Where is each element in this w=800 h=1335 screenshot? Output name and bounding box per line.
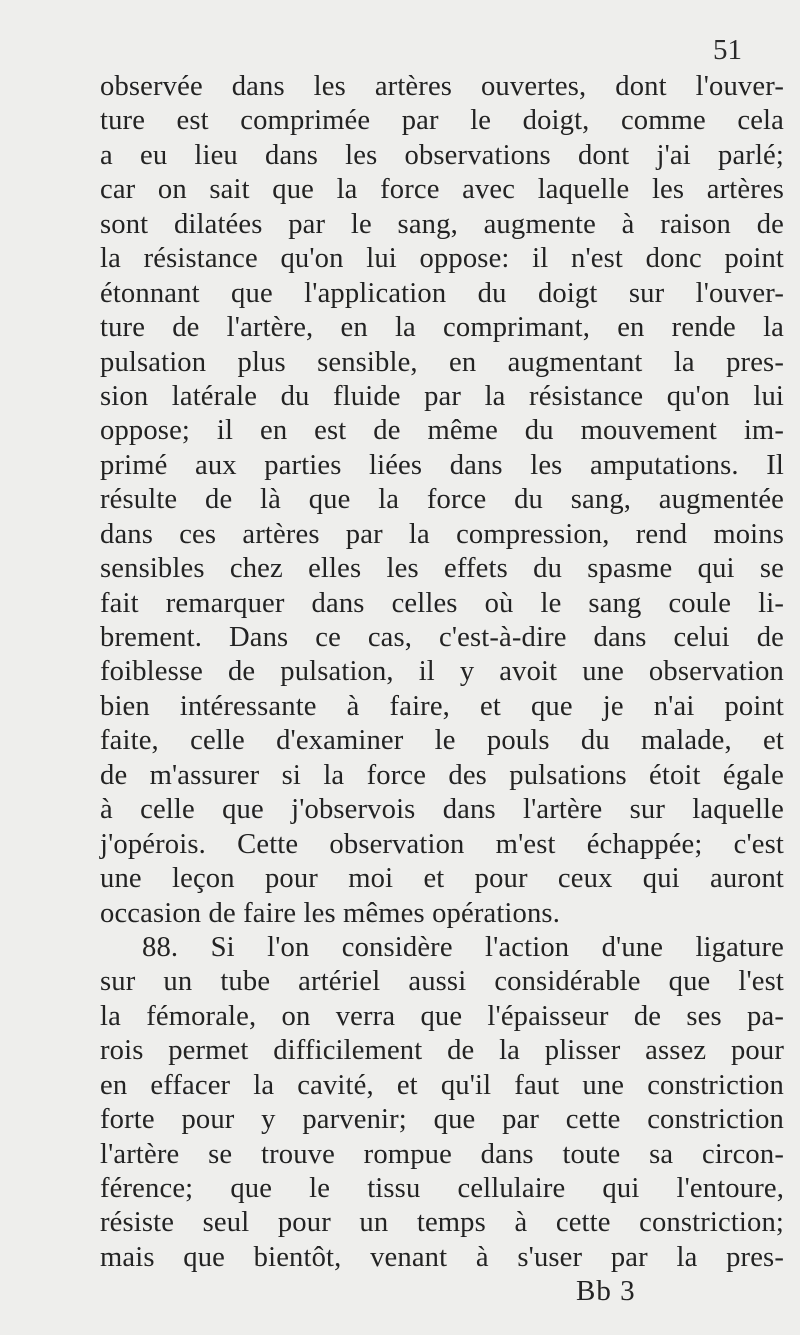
signature-mark: Bb 3 — [576, 1275, 636, 1307]
text-line: la fémorale, on verra que l'épaisseur de ses pa- — [100, 1000, 784, 1032]
text-line: fait remarquer dans celles où le sang coule li- — [100, 587, 784, 619]
text-line: sensibles chez elles les effets du spasme qui se — [100, 553, 784, 585]
text-line: de m'assurer si la force des pulsations étoit égale — [100, 759, 784, 791]
text-line: l'artère se trouve rompue dans toute sa circon- — [100, 1138, 784, 1170]
text-line: ture de l'artère, en la comprimant, en rende la — [100, 312, 784, 344]
paragraph-last-line: occasion de faire les mêmes opérations. — [100, 897, 560, 929]
text-line: primé aux parties liées dans les amputations. Il — [100, 449, 784, 481]
text-line: sion latérale du fluide par la résistance qu'on lui — [100, 380, 784, 412]
text-line: à celle que j'observois dans l'artère sur laquelle — [100, 794, 784, 826]
text-line: pulsation plus sensible, en augmentant la pres- — [100, 346, 784, 378]
text-line: sur un tube artériel aussi considérable que l'est — [100, 966, 784, 998]
text-line: résiste seul pour un temps à cette constriction; — [100, 1207, 784, 1239]
text-line: férence; que le tissu cellulaire qui l'entoure, — [100, 1173, 784, 1204]
text-line: en effacer la cavité, et qu'il faut une constriction — [100, 1069, 784, 1101]
text-line: forte pour y parvenir; que par cette constriction — [100, 1104, 784, 1136]
text-line: foiblesse de pulsation, il y avoit une observation — [100, 656, 784, 688]
text-line: bien intéressante à faire, et que je n'ai point — [100, 690, 784, 722]
text-line: étonnant que l'application du doigt sur l'ouver- — [100, 277, 784, 309]
text-line: ture est comprimée par le doigt, comme cela — [100, 105, 784, 137]
paragraph-first-line: 88. Si l'on considère l'action d'une ligature — [142, 931, 784, 963]
text-line: résulte de là que la force du sang, augmentée — [100, 484, 784, 516]
text-line: oppose; il en est de même du mouvement im- — [100, 415, 784, 447]
text-line: sont dilatées par le sang, augmente à raison de — [100, 208, 784, 240]
text-line: j'opérois. Cette observation m'est échappée; c'est — [100, 828, 784, 860]
text-line: car on sait que la force avec laquelle les artères — [100, 174, 784, 206]
page-number: 51 — [713, 34, 742, 66]
text-line: a eu lieu dans les observations dont j'ai parlé; — [100, 139, 784, 171]
text-line: mais que bientôt, venant à s'user par la pres- — [100, 1241, 784, 1273]
text-line: une leçon pour moi et pour ceux qui auront — [100, 863, 784, 895]
body-text — [100, 70, 784, 1275]
text-line: brement. Dans ce cas, c'est-à-dire dans celui de — [100, 622, 784, 653]
text-line: observée dans les artères ouvertes, dont l'ouver- — [100, 71, 784, 102]
text-line: dans ces artères par la compression, rend moins — [100, 518, 784, 550]
text-line: faite, celle d'examiner le pouls du malade, et — [100, 725, 784, 757]
text-line: rois permet difficilement de la plisser assez pour — [100, 1035, 784, 1067]
text-line: la résistance qu'on lui oppose: il n'est donc point — [100, 243, 784, 275]
